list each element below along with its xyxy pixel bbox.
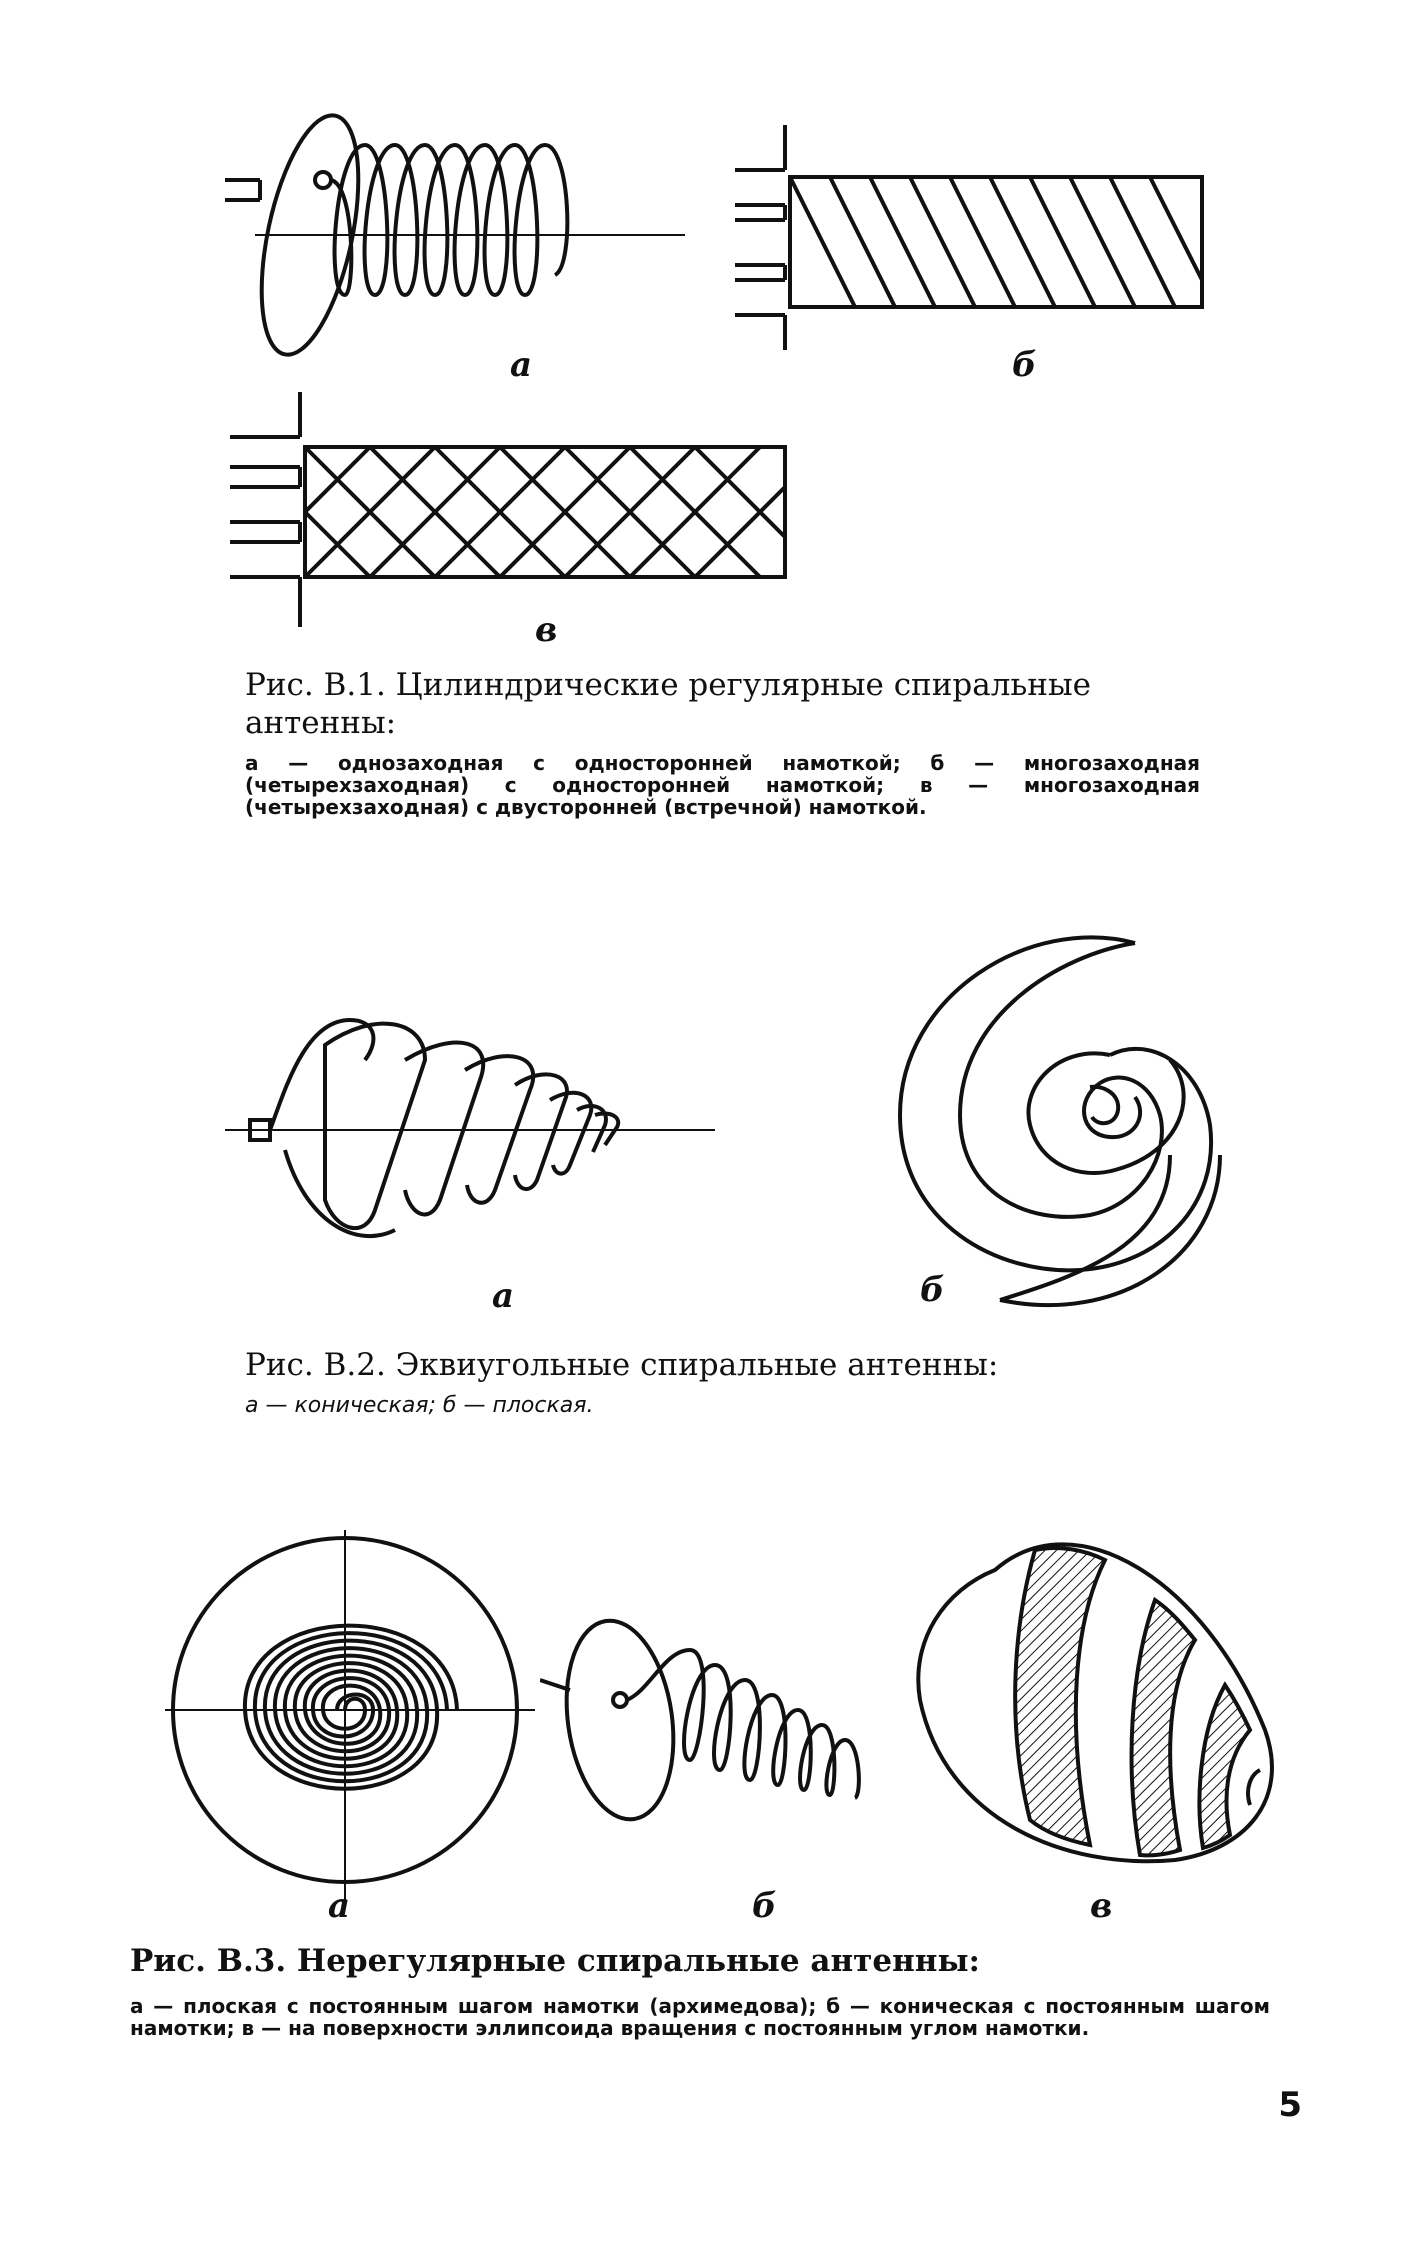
fig3-caption-title: Рис. В.3. Нерегулярные спиральные антенны: [130,1943,980,1979]
fig3c-ellipsoid-spiral-drawing [905,1520,1285,1880]
fig1b-multistart-helix-drawing [735,125,1235,360]
page-number: 5 [1278,2085,1302,2125]
fig3b-label: б [752,1886,777,1926]
fig3b-conical-helix-drawing [540,1610,940,1840]
fig1c-cross-wound-helix-drawing [230,392,810,632]
fig3a-archimedean-spiral-drawing [165,1530,535,1900]
fig1b-label: б [1012,345,1037,385]
fig3c-label: в [1090,1886,1113,1926]
fig1-caption-description: а — однозаходная с односторонней намоткой; б — многозаходная (четырехзаходная) с односторонней намоткой; в — многозаходная (четырехзаходная) с двусторонней (встречной) намоткой. [245,751,1200,819]
fig1-caption-title: Рис. В.1. Цилиндрические регулярные спиральные антенны: [245,667,1091,741]
fig1a-single-helix-drawing [225,105,695,365]
fig2a-label: а [492,1276,515,1316]
fig2a-conical-spiral-drawing [225,1000,725,1260]
fig2b-planar-spiral-drawing [880,925,1240,1325]
fig2-caption-title: Рис. В.2. Эквиугольные спиральные антенны: [245,1347,999,1383]
fig3-caption-description: а — плоская с постоянным шагом намотки (архимедова); б — коническая с постоянным шагом намотки; в — на поверхности эллипсоида вращения с постоянным углом намотки. [130,1994,1270,2040]
fig2b-label: б [920,1270,945,1310]
fig3a-label: а [328,1886,351,1926]
fig1a-label: а [510,345,533,385]
fig1c-label: в [535,610,558,650]
fig2-caption-description: а — коническая; б — плоская. [245,1393,594,1418]
